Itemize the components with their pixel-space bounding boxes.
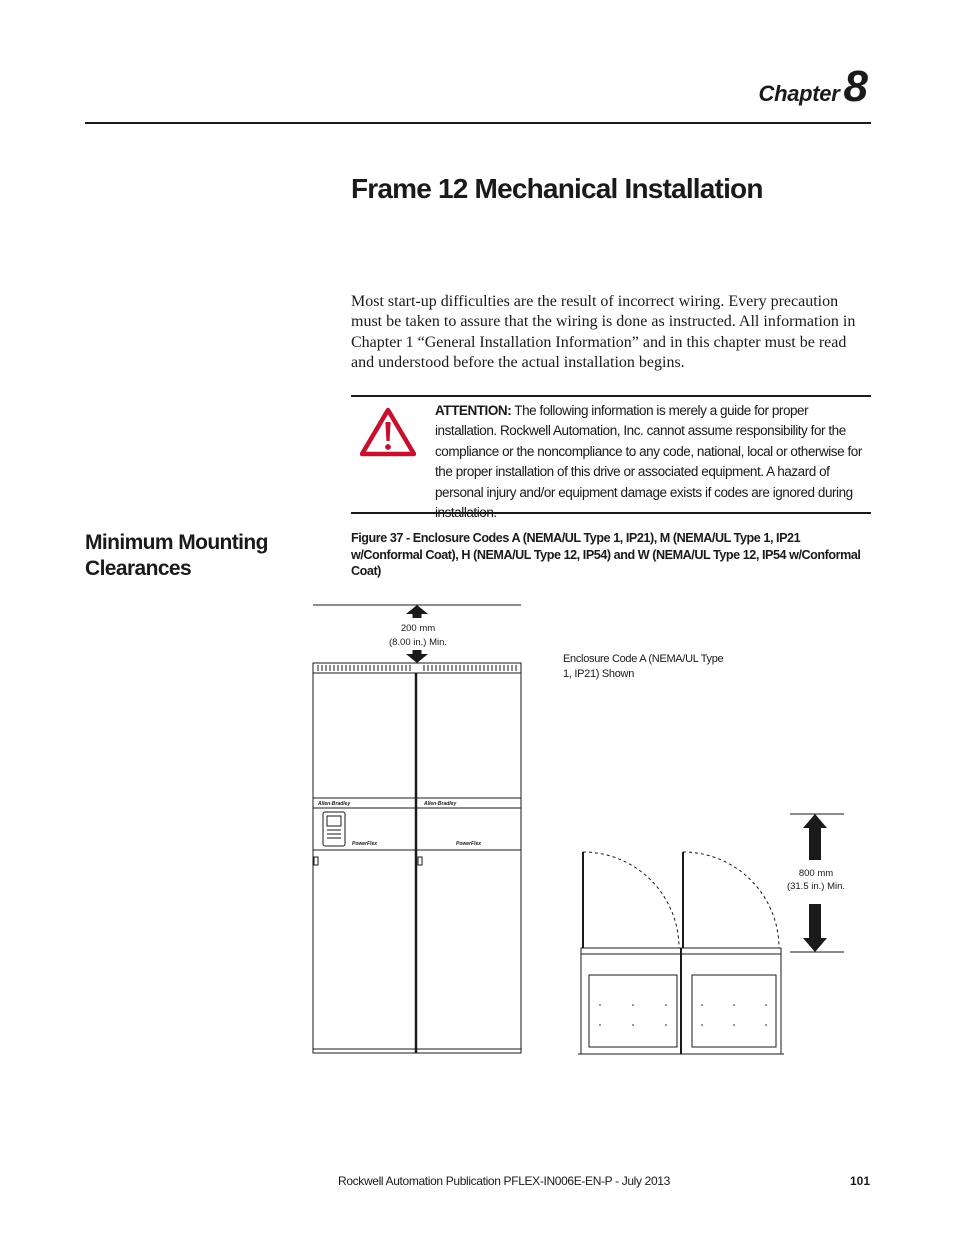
down-arrow-icon xyxy=(803,904,827,952)
product-logo-right: PowerFlex xyxy=(456,841,482,847)
front-clearance-label-2: (31.5 in.) Min. xyxy=(786,881,846,892)
chapter-word: Chapter xyxy=(758,81,840,106)
top-clearance-label-1: 200 mm xyxy=(400,623,436,634)
front-clearance-dimension xyxy=(787,814,845,952)
product-logo-left: PowerFlex xyxy=(352,841,378,847)
up-arrow-icon xyxy=(406,605,428,618)
top-view-fasteners xyxy=(599,1004,767,1026)
section-heading: Minimum Mounting Clearances xyxy=(85,531,268,580)
footer-page-number: 101 xyxy=(849,1174,870,1188)
footer-publication: Rockwell Automation Publication PFLEX-IN006E-EN-P - July 2013 xyxy=(338,1174,670,1188)
enclosure-note-1: Enclosure Code A (NEMA/UL Type xyxy=(563,653,724,665)
brand-logo-left: Allen-Bradley xyxy=(318,801,351,807)
top-clearance-dimension xyxy=(313,605,521,663)
brand-logo-right: Allen-Bradley xyxy=(424,801,457,807)
chapter-number: 8 xyxy=(843,62,868,111)
top-clearance-label-2: (8.00 in.) Min. xyxy=(388,637,448,648)
figure-caption: Figure 37 - Enclosure Codes A (NEMA/UL Type 1, IP21), M (NEMA/UL Type 1, IP21 w/Conformal Coat), H (NEMA/UL Type 12, IP54) and W (NEMA/UL Type 12, IP54 w/Conformal Coat) xyxy=(351,531,861,578)
up-arrow-icon xyxy=(803,814,827,860)
cabinet-front-view xyxy=(313,663,521,1053)
enclosure-note-2: 1, IP21) Shown xyxy=(563,668,635,680)
down-arrow-icon xyxy=(406,650,428,663)
attention-body: The following information is merely a guide for proper installation. Rockwell Automation, Inc. cannot assume responsibility for the compliance or the noncompliance to any code, national, local or otherwise for the proper installation of this drive or associated equipment. A hazard of personal injury and/or equipment damage exists if codes are ignored during installation. xyxy=(435,403,862,521)
top-vent-right xyxy=(424,665,516,671)
top-vent-left xyxy=(318,665,410,671)
hmi-keypad xyxy=(323,812,345,846)
front-clearance-label-1: 800 mm xyxy=(798,868,834,879)
page-title: Frame 12 Mechanical Installation xyxy=(351,173,763,204)
attention-lead: ATTENTION: xyxy=(435,403,512,418)
cabinet-top-view xyxy=(578,852,784,1054)
intro-paragraph: Most start-up difficulties are the result of incorrect wiring. Every precaution must be taken to assure that the wiring is done as instructed. All information in Chapter 1 “General Installation Information” and in this chapter must be read and understood before the actual installation begins. xyxy=(351,293,856,372)
